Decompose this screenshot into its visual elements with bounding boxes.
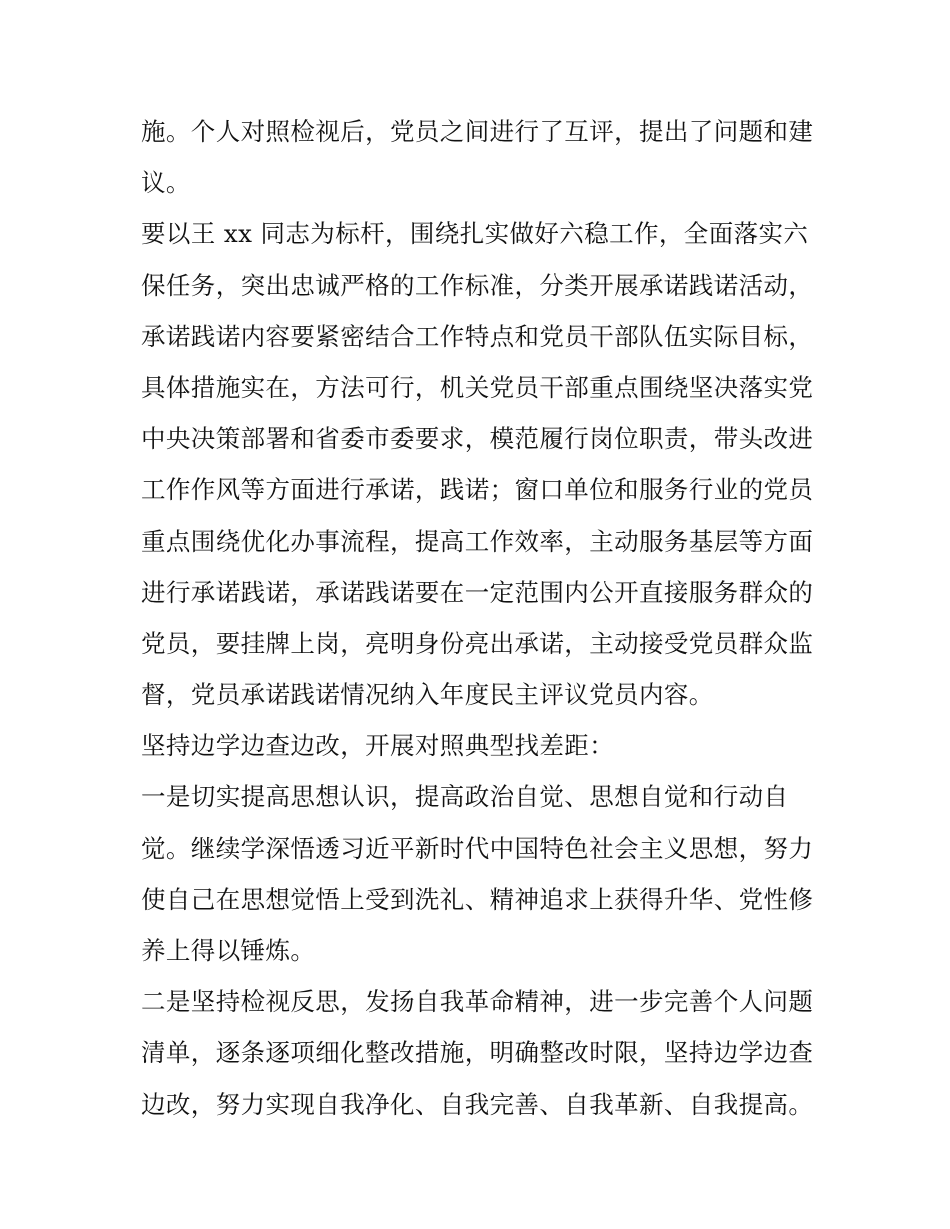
text-line: 党员，要挂牌上岗，亮明身份亮出承诺，主动接受党员群众监	[141, 628, 814, 658]
text-line: 一是切实提高思想认识，提高政治自觉、思想自觉和行动自	[141, 782, 789, 812]
text-line: 养上得以锤炼。	[141, 936, 316, 965]
text-line: 具体措施实在，方法可行，机关党员干部重点围绕坚决落实党	[141, 372, 814, 402]
text-line: 进行承诺践诺，承诺践诺要在一定范围内公开直接服务群众的	[141, 577, 814, 607]
document-body	[141, 106, 821, 1130]
text-line: 使自己在思想觉悟上受到洗礼、精神追求上获得升华、党性修	[141, 884, 814, 914]
text-line: 承诺践诺内容要紧密结合工作特点和党员干部队伍实际目标，	[141, 321, 814, 351]
text-line: 二是坚持检视反思，发扬自我革命精神，进一步完善个人问题	[141, 987, 814, 1017]
text-line: 工作作风等方面进行承诺，践诺；窗口单位和服务行业的党员	[141, 475, 814, 505]
text-line: 要以王 xx 同志为标杆，围绕扎实做好六稳工作，全面落实六	[141, 219, 809, 249]
text-line: 边改，努力实现自我净化、自我完善、自我革新、自我提高。	[141, 1089, 814, 1119]
text-line: 议。	[141, 168, 191, 198]
text-line: 坚持边学边查边改，开展对照典型找差距：	[141, 731, 615, 761]
text-line: 保任务，突出忠诚严格的工作标准，分类开展承诺践诺活动，	[141, 270, 814, 300]
text-line: 重点围绕优化办事流程，提高工作效率，主动服务基层等方面	[141, 526, 814, 556]
text-line: 中央决策部署和省委市委要求，模范履行岗位职责，带头改进	[141, 424, 814, 454]
text-line: 清单，逐条逐项细化整改措施，明确整改时限，坚持边学边查	[141, 1038, 814, 1068]
text-line: 施。个人对照检视后，党员之间进行了互评，提出了问题和建	[141, 117, 814, 146]
text-line: 觉。继续学深悟透习近平新时代中国特色社会主义思想，努力	[141, 833, 814, 863]
text-line: 督，党员承诺践诺情况纳入年度民主评议党员内容。	[141, 680, 714, 710]
